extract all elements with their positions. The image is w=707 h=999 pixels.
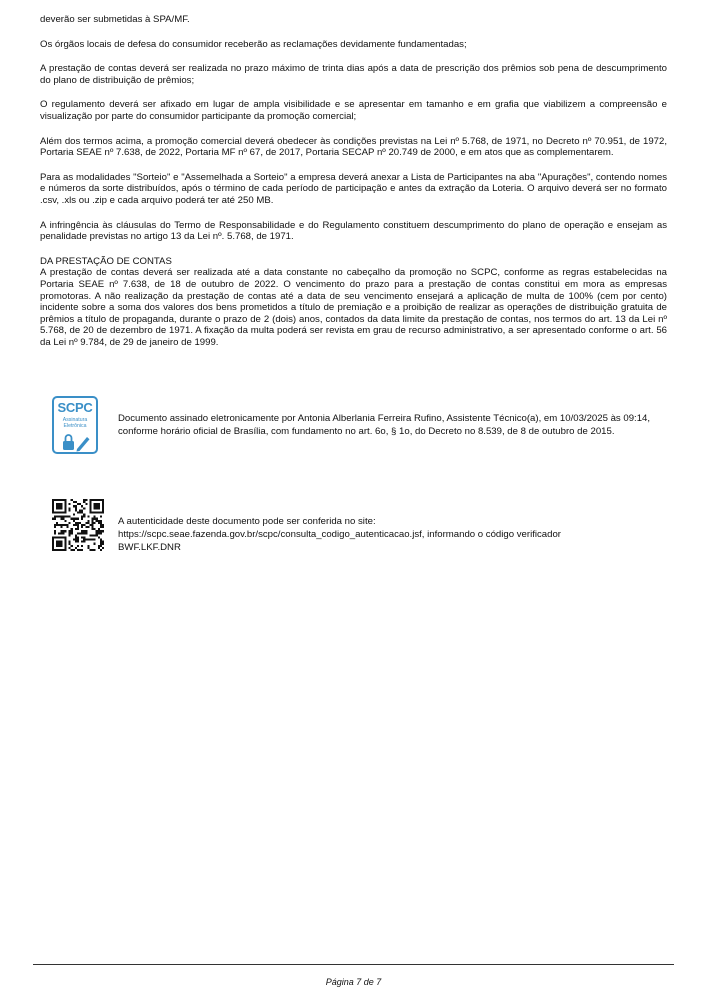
paragraph-spa-mf: deverão ser submetidas à SPA/MF. — [40, 14, 190, 25]
electronic-signature — [52, 396, 672, 456]
seal-subtitle-line2: Eletrônica — [63, 423, 87, 429]
authenticity-text: A autenticidade deste documento pode ser conferida no site: https://scpc.seae.fazenda.gov.br/scpc/consulta_codigo_autenticacao.jsf, informando o código verificador BWF.LKF.DNR — [118, 516, 561, 553]
qr-code-icon — [52, 499, 104, 551]
paragraph-accounting-deadline: A prestação de contas deverá ser realizada no prazo máximo de trinta dias após a data de prescrição dos prêmios sob pena de descumprimento do plano de distribuição de prêmios; — [40, 63, 667, 86]
paragraph-regulation-display: O regulamento deverá ser afixado em lugar de ampla visibilidade e se apresentar em tamanho e em grafia que viabilizem a compreensão e visualização por parte do consumidor participante da promoção comercial; — [40, 99, 667, 122]
section-heading: DA PRESTAÇÃO DE CONTAS — [40, 255, 172, 267]
paragraph-legal-conditions: Além dos termos acima, a promoção comercial deverá obedecer às condições previstas na Lei nº 5.768, de 1971, no Decreto nº 70.951, de 1972, Portaria SEAE nº 7.638, de 2022, Portaria MF nº 67, de 2017, Portaria SECAP nº 20.749 de 2000, e em atos que as complementarem. — [40, 135, 667, 159]
footer-divider — [33, 964, 674, 965]
paragraph-lottery-participants: Para as modalidades "Sorteio" e "Assemelhada a Sorteio" a empresa deverá anexar a Lista de Participantes na aba "Apurações", contendo nomes e números da sorte distribuídos, após o término de cada período de participação e antes da extração da Loteria. O arquivo deverá ser no formato .csv, .xls ou .zip e cada arquivo poderá ter até 250 MB. — [40, 171, 667, 206]
authenticity-block — [52, 499, 672, 553]
document-body — [40, 14, 667, 361]
lock-pen-icon — [61, 432, 91, 452]
paragraph-consumer-defense: Os órgãos locais de defesa do consumidor receberão as reclamações devidamente fundamentadas; — [40, 38, 467, 50]
section-body: A prestação de contas deverá ser realizada até a data constante no cabeçalho da promoção no SCPC, conforme as regras estabelecidas na Portaria SEAE nº 7.638, de 18 de outubro de 2022. O vencimento do prazo para a prestação de contas constitui em mora as empresas promotoras. A não realização da prestação de contas até a data de seu vencimento ensejará a aplicação de multa de 100% (cem por cento) incidente sobre a soma dos valores dos bens prometidos a título de premiação e a proibição de realizar as operações de distribuição gratuita de prêmios a título de propaganda, durante o prazo de 2 (dois) anos, contados da data limite da prestação de contas, nos termos do art. 13 da Lei nº 5.768, de 20 de dezembro de 1971. A fixação da multa poderá ser revista em grau de recurso administrativo, a ser apresentado conforme o art. 56 da Lei nº 9.784, de 29 de janeiro de 1999. — [40, 267, 667, 348]
signature-text: Documento assinado eletronicamente por Antonia Alberlania Ferreira Rufino, Assistente Técnico(a), em 10/03/2025 às 09:14, conforme horário oficial de Brasília, com fundamento no art. 6o, § 1o, do Decreto no 8.539, de 8 de outubro de 2015. — [118, 413, 651, 437]
seal-title: SCPC — [57, 400, 93, 415]
page-number: Página 7 de 7 — [325, 977, 382, 987]
seal-subtitle — [54, 417, 96, 429]
seal-subtitle-line1: Assinatura — [62, 417, 88, 423]
paragraph-infringement: A infringência às cláusulas do Termo de Responsabilidade e do Regulamento constituem descumprimento do plano de operação e ensejam as penalidade previstas no artigo 13 da Lei nº. 5.768, de 1971. — [40, 219, 667, 243]
scpc-seal — [52, 396, 98, 454]
